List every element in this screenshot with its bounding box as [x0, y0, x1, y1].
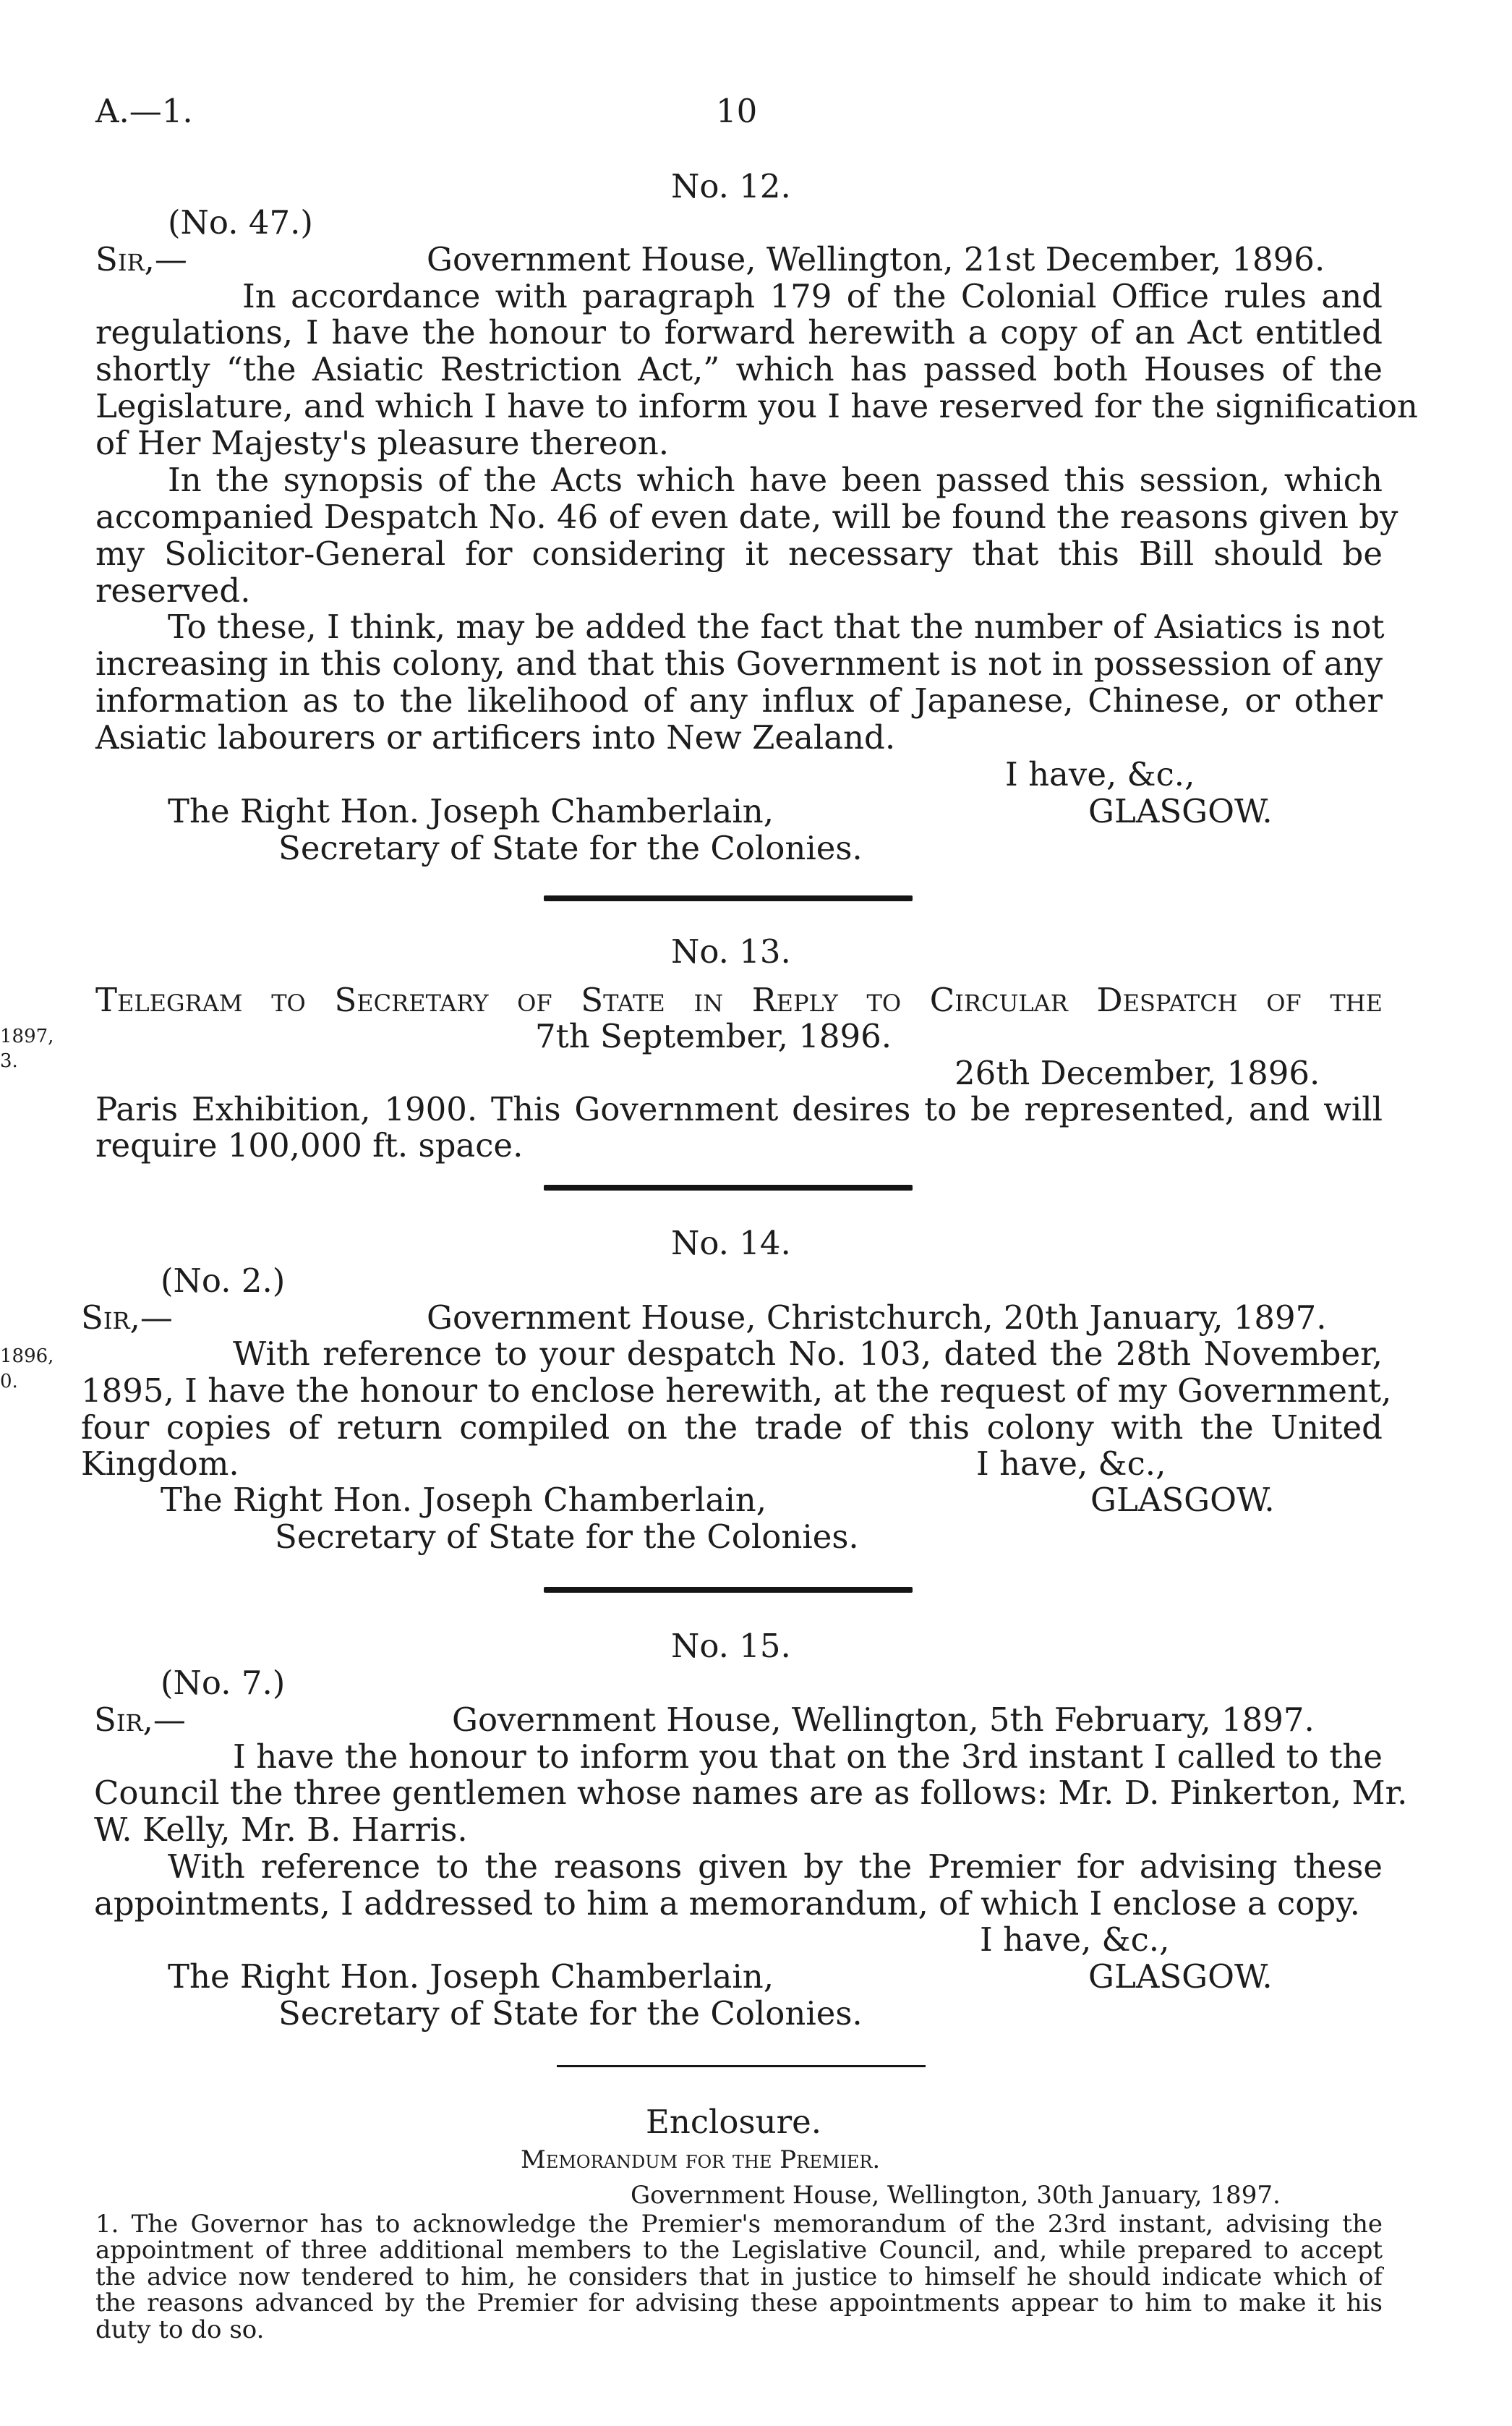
- body-line: I have the honour to inform you that on the 3rd instant I called to the: [233, 1737, 1383, 1776]
- signature: GLASGOW.: [1090, 1481, 1275, 1519]
- body-line: 1895, I have the honour to enclose herewith, at the request of my Government,: [81, 1371, 1392, 1410]
- body-line: Council the three gentlemen whose names are as follows: Mr. D. Pinkerton, Mr.: [94, 1774, 1408, 1812]
- body-line: Legislature, and which I have to inform you I have reserved for the signification: [95, 387, 1418, 425]
- closing: I have, &c.,: [976, 1444, 1166, 1483]
- body-line: appointment of three additional members to the Legislative Council, and, while prepared to accept: [95, 2236, 1383, 2265]
- dateline: Government House, Christchurch, 20th January, 1897.: [427, 1298, 1327, 1337]
- section-heading: No. 14.: [671, 1224, 791, 1262]
- salutation: Sir,—: [81, 1298, 173, 1337]
- salutation: Sir,—: [94, 1701, 186, 1739]
- section-divider: [557, 2065, 926, 2067]
- body-line: With reference to the reasons given by the Premier for advising these: [168, 1847, 1383, 1886]
- margin-note: 1896,: [0, 1345, 54, 1367]
- dateline: Government House, Wellington, 21st December, 1896.: [427, 240, 1325, 278]
- addressee-title: Secretary of State for the Colonies.: [278, 829, 863, 867]
- body-line: appointments, I addressed to him a memorandum, of which I enclose a copy.: [94, 1884, 1360, 1923]
- body-line: require 100,000 ft. space.: [95, 1126, 524, 1165]
- body-line: reserved.: [95, 571, 251, 610]
- section-heading: No. 12.: [671, 167, 791, 205]
- section-divider: [544, 1587, 913, 1593]
- telegram-title: Telegram to Secretary of State in Reply to Circular Despatch of the: [95, 981, 1383, 1019]
- salutation: Sir,—: [95, 240, 187, 278]
- body-line: duty to do so.: [95, 2315, 265, 2344]
- body-line: information as to the likelihood of any influx of Japanese, Chinese, or other: [95, 681, 1383, 720]
- section-heading: No. 15.: [671, 1627, 791, 1665]
- closing: I have, &c.,: [1005, 755, 1195, 793]
- signature: GLASGOW.: [1088, 1957, 1273, 1996]
- addressee: The Right Hon. Joseph Chamberlain,: [161, 1481, 767, 1519]
- telegram-date: 26th December, 1896.: [954, 1054, 1320, 1092]
- section-divider: [544, 895, 913, 901]
- addressee-title: Secretary of State for the Colonies.: [275, 1518, 859, 1556]
- document-reference: A.—1.: [95, 92, 193, 130]
- body-line: of Her Majesty's pleasure thereon.: [95, 424, 669, 462]
- body-line: Kingdom.: [81, 1444, 239, 1483]
- body-line: regulations, I have the honour to forward herewith a copy of an Act entitled: [95, 313, 1383, 352]
- enclosure-heading: Enclosure.: [646, 2103, 822, 2141]
- addressee-title: Secretary of State for the Colonies.: [278, 1994, 863, 2033]
- body-line: increasing in this colony, and that this Government is not in possession of any: [95, 644, 1383, 683]
- body-line: my Solicitor-General for considering it necessary that this Bill should be: [95, 535, 1383, 573]
- margin-note: 3.: [0, 1050, 18, 1072]
- closing: I have, &c.,: [980, 1920, 1170, 1959]
- addressee: The Right Hon. Joseph Chamberlain,: [168, 792, 774, 830]
- margin-note: 1897,: [0, 1026, 54, 1047]
- body-line: To these, I think, may be added the fact that the number of Asiatics is not: [168, 608, 1385, 646]
- addressee: The Right Hon. Joseph Chamberlain,: [168, 1957, 774, 1996]
- margin-note: 0.: [0, 1371, 18, 1392]
- body-line: the reasons advanced by the Premier for advising these appointments appear to him to make it his: [95, 2289, 1383, 2318]
- despatch-number: (No. 2.): [161, 1261, 286, 1300]
- body-line: With reference to your despatch No. 103, dated the 28th November,: [233, 1335, 1383, 1373]
- body-line: the advice now tendered to him, he considers that in justice to himself he should indicate which of: [95, 2263, 1383, 2291]
- body-line: Paris Exhibition, 1900. This Government desires to be represented, and will: [95, 1090, 1383, 1128]
- section-divider: [544, 1185, 913, 1191]
- body-line: In accordance with paragraph 179 of the Colonial Office rules and: [242, 277, 1383, 315]
- body-line: W. Kelly, Mr. B. Harris.: [94, 1810, 468, 1849]
- telegram-title: 7th September, 1896.: [535, 1017, 892, 1055]
- page-number: 10: [716, 92, 758, 130]
- enclosure-subheading: Memorandum for the Premier.: [521, 2145, 881, 2174]
- dateline: Government House, Wellington, 5th February, 1897.: [452, 1701, 1315, 1739]
- body-line: shortly “the Asiatic Restriction Act,” which has passed both Houses of the: [95, 350, 1383, 388]
- enclosure-dateline: Government House, Wellington, 30th January, 1897.: [631, 2181, 1281, 2210]
- body-line: accompanied Despatch No. 46 of even date, will be found the reasons given by: [95, 498, 1398, 536]
- despatch-number: (No. 7.): [161, 1664, 286, 1702]
- section-heading: No. 13.: [671, 932, 791, 971]
- body-line: In the synopsis of the Acts which have been passed this session, which: [168, 461, 1383, 499]
- body-line: four copies of return compiled on the trade of this colony with the United: [81, 1408, 1383, 1447]
- body-line: Asiatic labourers or artificers into New Zealand.: [95, 718, 896, 757]
- body-line: 1. The Governor has to acknowledge the Premier's memorandum of the 23rd instant, advising the: [95, 2210, 1383, 2239]
- despatch-number: (No. 47.): [168, 203, 313, 242]
- signature: GLASGOW.: [1088, 792, 1273, 830]
